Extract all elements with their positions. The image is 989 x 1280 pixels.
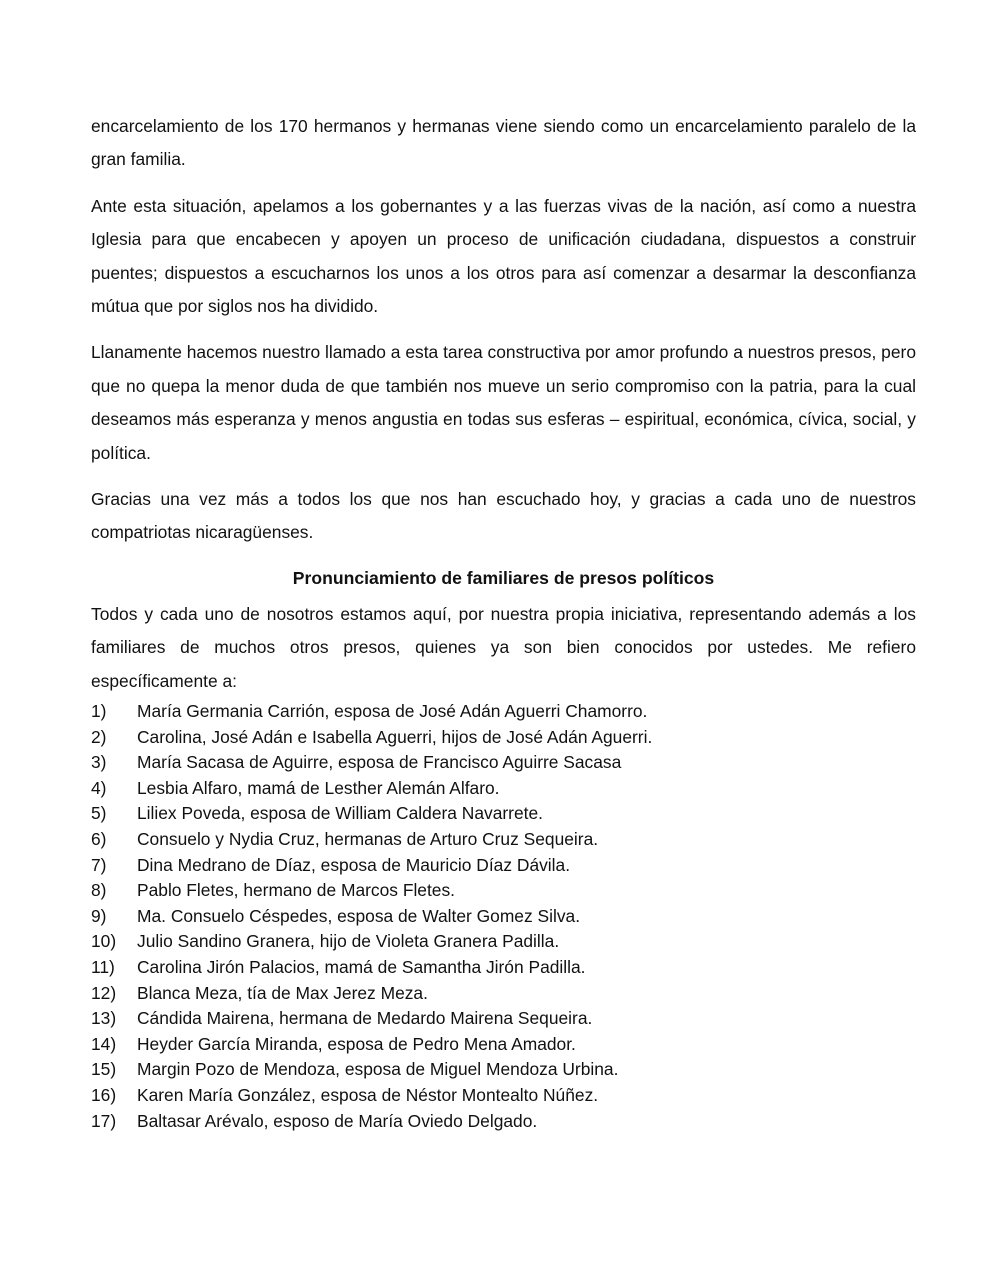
document-page — [91, 110, 916, 1134]
list-item-text: María Germania Carrión, esposa de José Adán Aguerri Chamorro. — [137, 701, 648, 722]
list-item-number: 11) — [91, 957, 115, 978]
list-item-text: Baltasar Arévalo, esposo de María Oviedo Delgado. — [137, 1110, 538, 1131]
list-item-number: 15) — [91, 1059, 117, 1080]
section-heading: Pronunciamiento de familiares de presos políticos — [292, 567, 715, 588]
list-item-text: Karen María González, esposa de Néstor Montealto Núñez. — [137, 1085, 599, 1105]
list-item-text: Liliex Poveda, esposa de William Caldera Navarrete. — [137, 803, 543, 824]
list-item — [91, 878, 916, 904]
list-item — [91, 1032, 916, 1058]
list-item-text: Carolina Jirón Palacios, mamá de Samantha Jirón Padilla. — [137, 957, 586, 978]
list-item — [91, 853, 916, 879]
list-item-number: 7) — [91, 854, 107, 875]
paragraph-appeal: Ante esta situación, apelamos a los gobernantes y a las fuerzas vivas de la nación, así como a nuestra Iglesia para que encabecen y apoyen un proceso de unificación ciudadana, dispuestos a construir puentes; dispuestos a escucharnos los unos a los otros para así comenzar a desarmar la desconfianza mútua que por siglos nos ha dividido. — [91, 195, 916, 317]
list-item — [91, 699, 916, 725]
list-item-text: Heyder García Miranda, esposa de Pedro Mena Amador. — [137, 1033, 576, 1054]
list-item-number: 5) — [91, 803, 107, 824]
list-item-text: Pablo Fletes, hermano de Marcos Fletes. — [137, 880, 456, 901]
list-item-text: Dina Medrano de Díaz, esposa de Mauricio Díaz Dávila. — [137, 854, 571, 875]
list-item-text: Julio Sandino Granera, hijo de Violeta Granera Padilla. — [137, 931, 560, 952]
list-item-number: 2) — [91, 726, 107, 747]
list-item-text: Margin Pozo de Mendoza, esposa de Miguel Mendoza Urbina. — [137, 1059, 619, 1080]
list-item-number: 10) — [91, 931, 117, 952]
list-item-number: 16) — [91, 1085, 117, 1105]
list-item — [91, 1109, 916, 1135]
list-item-number: 4) — [91, 777, 107, 798]
list-item — [91, 955, 916, 981]
list-item — [91, 725, 916, 751]
list-item-text: Ma. Consuelo Céspedes, esposa de Walter Gomez Silva. — [137, 905, 581, 926]
list-item-number: 8) — [91, 880, 107, 901]
list-item — [91, 801, 916, 827]
paragraph-intro: Todos y cada uno de nosotros estamos aquí, por nuestra propia iniciativa, representando además a los familiares de muchos otros presos, quienes ya son bien conocidos por ustedes. Me refiero específicamente a: — [91, 603, 916, 691]
list-item-number: 13) — [91, 1008, 117, 1029]
list-item-text: Consuelo y Nydia Cruz, hermanas de Arturo Cruz Sequeira. — [137, 829, 599, 850]
list-item-text: Cándida Mairena, hermana de Medardo Mairena Sequeira. — [137, 1008, 593, 1029]
list-item-number: 9) — [91, 905, 107, 926]
paragraph-thanks: Gracias una vez más a todos los que nos han escuchado hoy, y gracias a cada uno de nuestros compatriotas nicaragüenses. — [91, 489, 916, 543]
list-item — [91, 750, 916, 776]
list-item — [91, 776, 916, 802]
list-item-number: 6) — [91, 829, 107, 850]
list-item — [91, 904, 916, 930]
list-item-number: 14) — [91, 1033, 117, 1054]
list-item-text: Carolina, José Adán e Isabella Aguerri, hijos de José Adán Aguerri. — [137, 726, 653, 747]
list-item — [91, 827, 916, 853]
list-item-number: 12) — [91, 982, 117, 1003]
list-item-number: 1) — [91, 701, 107, 722]
list-item — [91, 981, 916, 1007]
family-list — [91, 699, 916, 1134]
paragraph-continuation: encarcelamiento de los 170 hermanos y hermanas viene siendo como un encarcelamiento paralelo de la gran familia. — [91, 116, 916, 170]
list-item — [91, 1083, 916, 1109]
paragraph-call: Llanamente hacemos nuestro llamado a esta tarea constructiva por amor profundo a nuestros presos, pero que no quepa la menor duda de que también nos mueve un serio compromiso con la patria, para la cual deseamos más esperanza y menos angustia en todas sus esferas – espiritual, económica, cívica, social, y política. — [91, 342, 916, 463]
list-item-text: María Sacasa de Aguirre, esposa de Francisco Aguirre Sacasa — [137, 752, 622, 773]
list-item-number: 17) — [91, 1110, 117, 1131]
list-item — [91, 1057, 916, 1083]
list-item — [91, 929, 916, 955]
list-item — [91, 1006, 916, 1032]
list-item-number: 3) — [91, 752, 107, 773]
list-item-text: Lesbia Alfaro, mamá de Lesther Alemán Alfaro. — [137, 777, 500, 798]
list-item-text: Blanca Meza, tía de Max Jerez Meza. — [137, 982, 428, 1003]
